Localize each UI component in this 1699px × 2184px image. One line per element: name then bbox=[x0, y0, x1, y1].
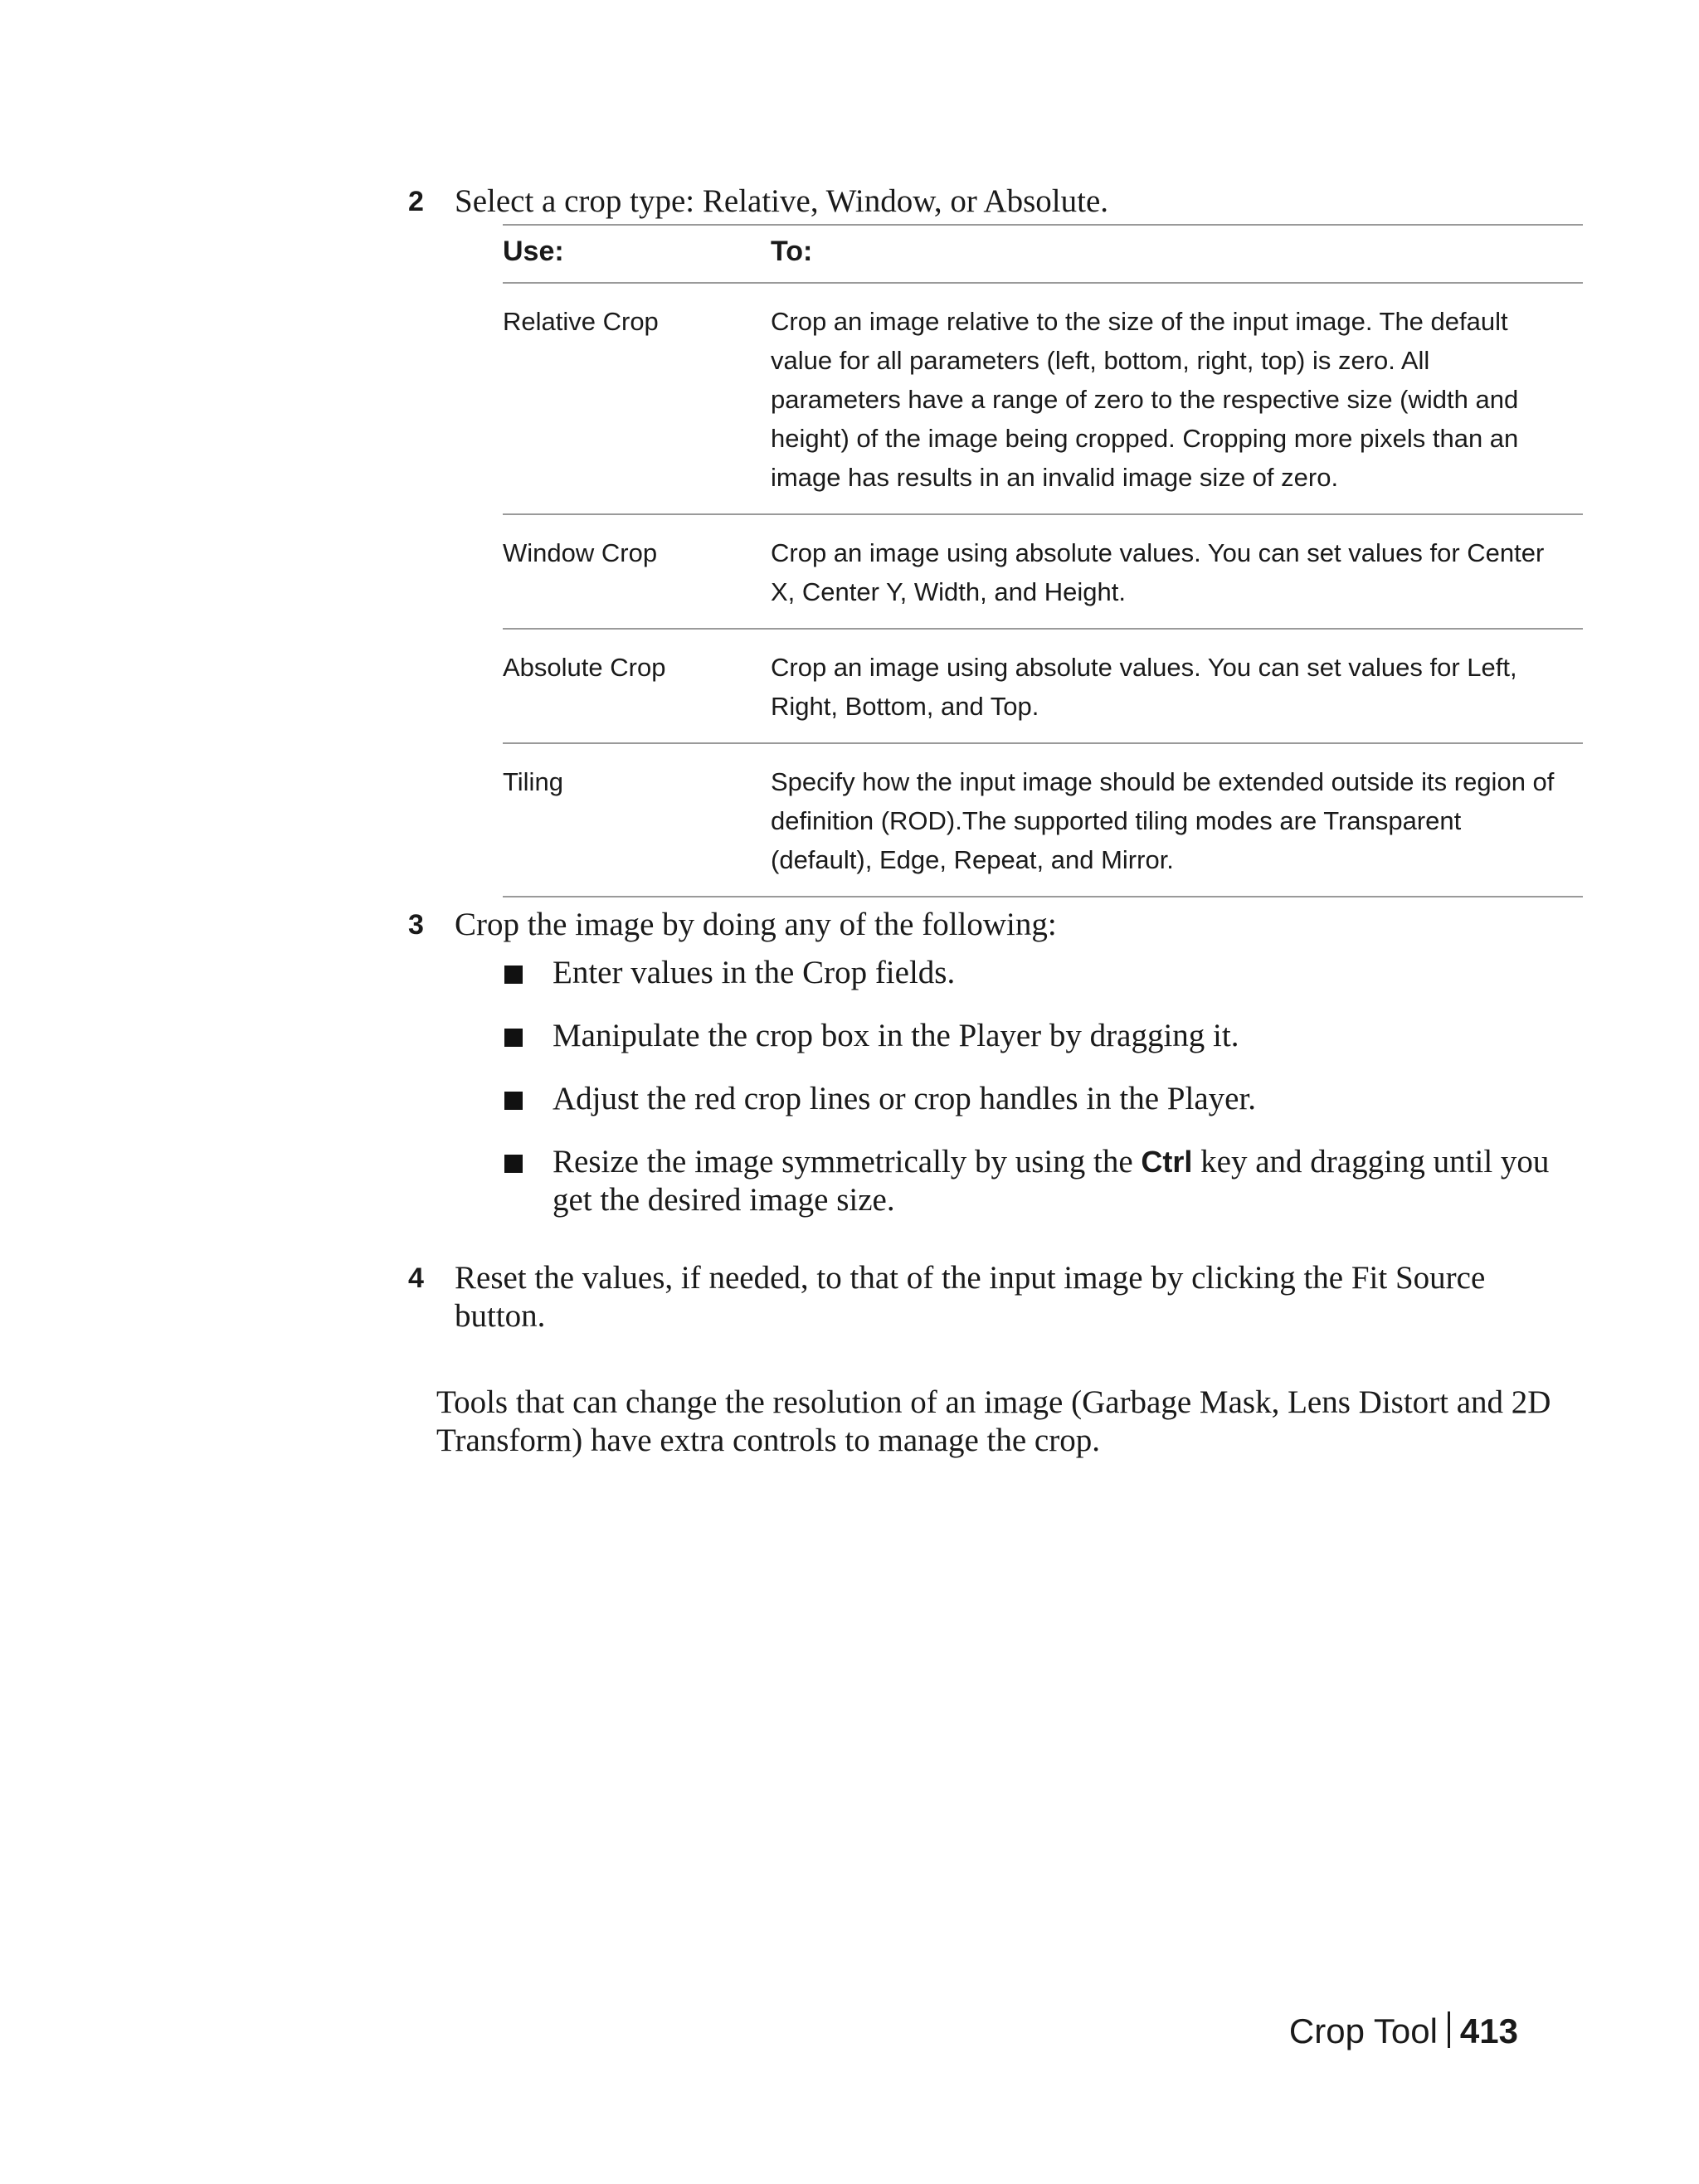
table-row bbox=[503, 284, 1583, 515]
bullet-text-post: key and dragging until you get the desired image size. bbox=[553, 1144, 1550, 1218]
step-number: 4 bbox=[408, 1262, 424, 1294]
row-use: Absolute Crop bbox=[503, 653, 666, 682]
row-use: Relative Crop bbox=[503, 307, 659, 336]
header-to: To: bbox=[771, 236, 813, 267]
crop-type-table bbox=[503, 224, 1583, 897]
step-number: 3 bbox=[408, 909, 424, 941]
step-text: Select a crop type: Relative, Window, or Absolute. bbox=[455, 183, 1108, 219]
list-item bbox=[503, 1080, 1583, 1118]
step-text: Crop the image by doing any of the following: bbox=[455, 907, 1057, 942]
row-to: Crop an image relative to the size of the input image. The default value for all parameters (left, bottom, right, top) is zero. All parameters have a range of zero to the respective size (width and height) of the image being cropped. Cropping more pixels than an image has results in an invalid image size of zero. bbox=[771, 307, 1519, 492]
step-2 bbox=[408, 182, 1583, 221]
list-item bbox=[503, 1143, 1583, 1219]
bullet-list bbox=[503, 954, 1583, 1244]
bullet-text: Manipulate the crop box in the Player by dragging it. bbox=[553, 1018, 1239, 1053]
bullet-text-pre: Resize the image symmetrically by using the bbox=[553, 1144, 1142, 1180]
bullet-square-icon bbox=[504, 1092, 523, 1110]
page-number: 413 bbox=[1459, 2011, 1518, 2050]
row-use: Tiling bbox=[503, 767, 563, 796]
table-header bbox=[503, 224, 1583, 284]
step-number: 2 bbox=[408, 186, 424, 217]
list-item bbox=[503, 954, 1583, 992]
table-row bbox=[503, 630, 1583, 744]
table-row bbox=[503, 744, 1583, 897]
row-to: Crop an image using absolute values. You can set values for Left, Right, Bottom, and Top. bbox=[771, 653, 1517, 721]
row-to: Crop an image using absolute values. You can set values for Center X, Center Y, Width, and Height. bbox=[771, 538, 1545, 606]
footer-divider bbox=[1448, 2011, 1450, 2048]
header-use: Use: bbox=[503, 236, 564, 267]
list-item bbox=[503, 1017, 1583, 1055]
table-row bbox=[503, 515, 1583, 630]
bullet-square-icon bbox=[504, 1155, 523, 1173]
step-3 bbox=[408, 906, 1583, 944]
bullet-text: Enter values in the Crop fields. bbox=[553, 955, 956, 990]
footer-section-title: Crop Tool bbox=[1288, 2011, 1438, 2050]
bullet-text: Adjust the red crop lines or crop handles in the Player. bbox=[553, 1081, 1257, 1116]
body-paragraph: Tools that can change the resolution of an image (Garbage Mask, Lens Distort and 2D Transform) have extra controls to manage the crop. bbox=[436, 1384, 1551, 1458]
row-use: Window Crop bbox=[503, 538, 658, 567]
step-4 bbox=[408, 1259, 1583, 1335]
ctrl-key-label: Ctrl bbox=[1141, 1145, 1193, 1179]
row-to: Specify how the input image should be extended outside its region of definition (ROD).The supported tiling modes are Transparent (default), Edge, Repeat, and Mirror. bbox=[771, 767, 1555, 874]
page-footer bbox=[1289, 2011, 1518, 2051]
bullet-square-icon bbox=[504, 1029, 523, 1047]
bullet-square-icon bbox=[504, 966, 523, 984]
step-text: Reset the values, if needed, to that of the input image by clicking the Fit Source button. bbox=[455, 1260, 1486, 1334]
